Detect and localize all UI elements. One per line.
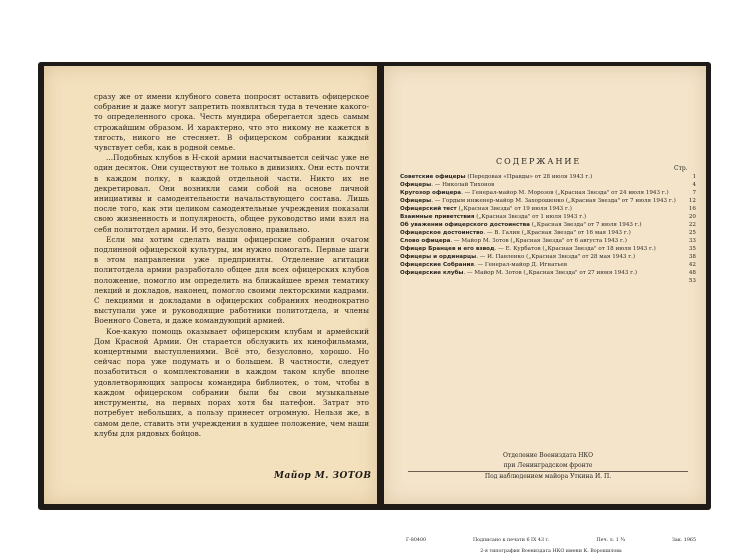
toc-entry-text — [400, 278, 682, 285]
toc-page-number: 4 — [692, 182, 696, 188]
toc-entry-title: Офицерский тест — [400, 206, 457, 212]
page-column-header: Стр. — [674, 165, 688, 172]
toc-page-number: 25 — [688, 230, 696, 236]
toc-page-number: 53 — [688, 278, 696, 284]
toc-entry-title: Офицер Бранцев и его взвод — [400, 246, 495, 252]
colophon-code: Г-80400 — [406, 538, 427, 543]
toc-entry-source: . — Е. Курбатов („Красная Звезда" от 18 июля 1943 г.) — [494, 246, 656, 252]
toc-page-number: 33 — [688, 238, 696, 244]
toc-entry — [400, 262, 696, 269]
toc-entry — [400, 198, 696, 205]
article-paragraph: Кое-какую помощь оказывает офицерским клубам и армейский Дом Красной Армии. Он старается обслужить их кинофильмами, концертными выступлениями. Всё это, безусловно, хорошо. Но сейчас пора уже подумать и о большем. В частности, следует позаботиться о комплектовании в каждом таком клубе вполне удовлетворяющих запросы командира библиотек, о том, чтобы в каждом офицерском собрании были бы свои музыкальные инструменты, на первых порах хотя бы патефон. Затрат это потребует небольших, а пользу принесет огромную. Нельзя же, в самом деле, ставить эти учреждения в худшее положение, чем наши клубы для рядовых бойцов. — [94, 326, 369, 438]
imprint-editor: Под наблюдением майора Уткина И. П. — [484, 473, 612, 480]
toc-entry-title: Офицерские клубы — [400, 270, 464, 276]
toc-page-number: 20 — [688, 214, 696, 220]
toc-entry-title: Советские офицеры — [400, 174, 466, 180]
toc-page-number: 22 — [688, 222, 696, 228]
toc-entry-source: („Красная Звезда" от 1 июля 1943 г.) — [474, 214, 587, 220]
toc-entry — [400, 214, 696, 221]
left-page — [44, 66, 377, 504]
toc-entry-title: Взаимные приветствия — [400, 214, 475, 220]
toc-entry-text — [400, 214, 682, 221]
toc-page-number: 38 — [688, 254, 696, 260]
toc-entry-text — [400, 190, 682, 197]
toc-entry-text — [400, 230, 682, 237]
toc-entry — [400, 254, 696, 261]
toc-entry-source: („Красная Звезда" от 7 июля 1943 г.) — [529, 222, 642, 228]
toc-entry-title: Кругозор офицера — [400, 190, 462, 196]
article-paragraph: ...Подобных клубов в Н-ской армии насчитывается сейчас уже не один десяток. Они существуют не только в дивизиях. Они есть почти в каждом полку, в каждой отдельной части. Никто их не декретировал. Они возникли сами собой на основе личной инициативы и самодеятельности начальствующего состава. Лишь после того, как эти целиком самодеятельные учреждения показали свою жизненность и популярность, общее руководство ими взял на себя политотдел армии. И это, безусловно, правильно. — [94, 153, 369, 234]
article-paragraph: Если мы хотим сделать наши офицерские собрания очагом подлинной офицерской культуры, им нужно помогать. Первые шаги в этом направлении уже предприняты. Отделение агитации политотдела армии разработало общее для всех офицерских клубов положение, помогло им определить на ближайшее время тематику лекций и докладов, наконец, помогло своими лекторскими кадрами. С лекциями и докладами в офицерских собраниях неоднократно выступали уже и руководящие работники политотдела, и члены Военного Совета, и даже командующий армией. — [94, 234, 369, 326]
article-paragraph: сразу же от имени клубного совета попросят оставить офицерское собрание и даже могут запретить появляться туда в течение какого-то определенного срока. Честь мундира оберегается здесь самым строжайшим образом. И характерно, что это никому не кажется в тягость, никого не стесняет. В офицерском собрании каждый чувствует себя, как в родной семье. — [94, 92, 369, 153]
author-signature: Майор М. ЗОТОВ — [274, 471, 372, 481]
toc-entry — [400, 246, 696, 253]
toc-entry-text — [400, 198, 682, 205]
toc-entry-source: . — Генерал-майор Д. Игнатьев — [473, 262, 568, 268]
colophon-sheets: Печ. л. 1 ¾ — [596, 538, 626, 543]
toc-page-number: 7 — [692, 190, 696, 196]
toc-page-number: 16 — [688, 206, 696, 212]
toc-entry-title: Офицерские Собрания — [400, 262, 474, 268]
imprint — [400, 451, 696, 482]
colophon-signed: Подписано к печати 6 IX 43 г. — [472, 538, 550, 543]
contents-heading: СОДЕРЖАНИЕ — [496, 157, 582, 166]
toc-entry-text — [400, 174, 682, 181]
table-of-contents — [400, 174, 696, 286]
article-text — [94, 92, 369, 439]
toc-entry — [400, 222, 696, 229]
toc-entry-source: . — Генерал-майор М. Морозов („Красная Звезда" от 24 июля 1943 г.) — [461, 190, 669, 196]
imprint-location: при Ленинградском фронте — [503, 462, 593, 469]
toc-entry — [400, 278, 696, 285]
toc-entry-title: Офицеры — [400, 198, 432, 204]
toc-entry-source: . — Майор М. Зотов („Красная Звезда" от 6 августа 1943 г.) — [450, 238, 627, 244]
toc-page-number: 48 — [688, 270, 696, 276]
toc-entry-source: . — Майор М. Зотов („Красная Звезда" от 27 июня 1943 г.) — [463, 270, 638, 276]
toc-entry — [400, 206, 696, 213]
toc-entry-title: Слово офицера — [400, 238, 451, 244]
toc-page-number: 1 — [692, 174, 696, 180]
toc-entry-text — [400, 270, 682, 277]
toc-page-number: 35 — [688, 246, 696, 252]
toc-entry — [400, 270, 696, 277]
toc-entry-title: Офицеры и ординарцы — [400, 254, 477, 260]
toc-entry-source: . — И. Павленко („Красная Звезда" от 28 мая 1943 г.) — [476, 254, 636, 260]
toc-entry-source: („Красная Звезда" от 19 июля 1943 г.) — [456, 206, 572, 212]
toc-entry-text — [400, 206, 682, 213]
toc-entry — [400, 238, 696, 245]
toc-entry-title: Офицеры — [400, 182, 432, 188]
toc-page-number: 12 — [688, 198, 696, 204]
toc-entry-text — [400, 182, 682, 189]
right-page — [384, 66, 706, 554]
toc-entry-source: (Передовая «Правды» от 28 июля 1943 г.) — [465, 174, 593, 180]
toc-entry-title: Офицерское достоинство — [400, 230, 484, 236]
colophon-order: Зак. 1965 — [671, 538, 696, 543]
toc-entry-text — [400, 246, 682, 253]
toc-entry — [400, 174, 696, 181]
imprint-publisher: Отделение Воениздата НКО — [502, 452, 593, 459]
printer-line: 2-я типография Воениздата НКО имени К. Ворошилова — [480, 549, 622, 554]
toc-entry-text — [400, 238, 682, 245]
toc-entry-source: . — Гордым инженер-майор М. Захорошенко („Красная Звезда" от 7 июля 1943 г.) — [431, 198, 676, 204]
toc-page-number: 42 — [688, 262, 696, 268]
toc-entry — [400, 182, 696, 189]
toc-entry-text — [400, 254, 682, 261]
toc-entry-text — [400, 222, 682, 229]
toc-entry-title: Об уважении офицерского достоинства — [400, 222, 530, 228]
toc-entry-source: . — Николай Тихонов — [431, 182, 495, 188]
toc-entry-source: . — В. Галин („Красная Звезда" от 16 мая 1943 г.) — [483, 230, 631, 236]
toc-entry-text — [400, 262, 682, 269]
toc-entry — [400, 190, 696, 197]
toc-entry — [400, 230, 696, 237]
colophon — [406, 538, 696, 543]
